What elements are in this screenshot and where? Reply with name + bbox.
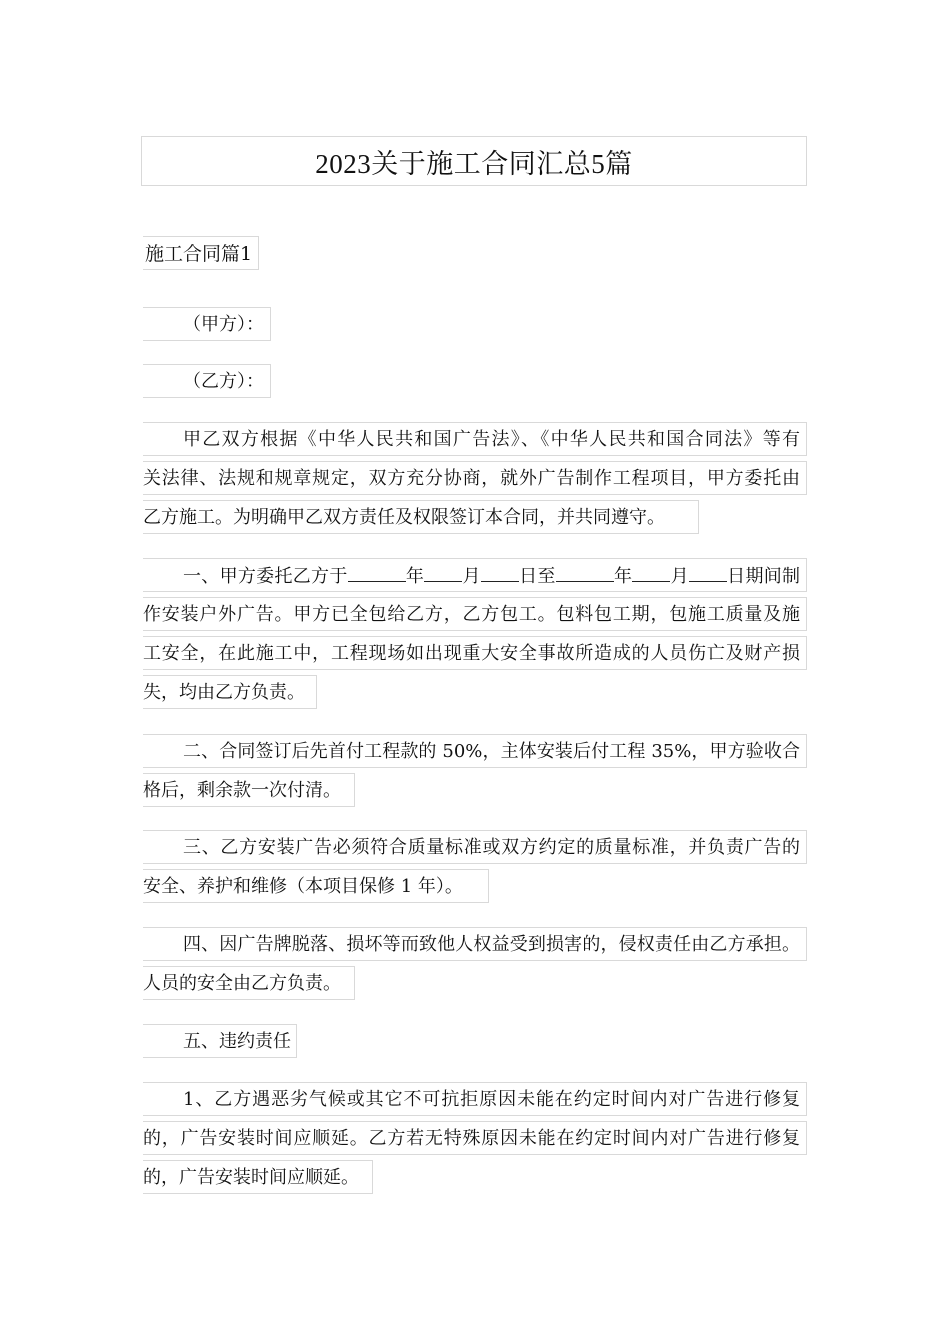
clause1-line-2: 作安装户外广告。甲方已全包给乙方，乙方包工。包料包工期，包施工质量及施: [143, 597, 807, 631]
blank-year-end: [556, 559, 614, 582]
blank-month-end: [632, 559, 670, 582]
clause4-line-1: 四、因广告牌脱落、损坏等而致他人权益受到损害的，侵权责任由乙方承担。: [143, 927, 807, 961]
intro-line-3: 乙方施工。为明确甲乙双方责任及权限签订本合同，并共同遵守。: [143, 500, 699, 534]
blank-month-start: [424, 559, 462, 582]
clause4-line-2: 人员的安全由乙方负责。: [143, 966, 355, 1000]
blank-day-start: [481, 559, 519, 582]
clause1-line-3: 工安全，在此施工中，工程现场如出现重大安全事故所造成的人员伤亡及财产损: [143, 636, 807, 670]
clause3-line-2: 安全、养护和维修（本项目保修 1 年）。: [143, 869, 489, 903]
blank-day-end: [689, 559, 727, 582]
intro-line-2: 关法律、法规和规章规定，双方充分协商，就外广告制作工程项目，甲方委托由: [143, 461, 807, 495]
clause5-heading: 五、违约责任: [143, 1024, 297, 1058]
clause5-item1-line-3: 的，广告安装时间应顺延。: [143, 1160, 373, 1194]
intro-line-1: 甲乙双方根据《中华人民共和国广告法》、《中华人民共和国合同法》等有: [143, 422, 807, 456]
title-box: [141, 136, 807, 186]
party-b-label: （乙方）：: [143, 364, 271, 398]
clause1-month: 月: [462, 566, 481, 587]
clause1-year: 年: [405, 566, 425, 587]
blank-year-start: [348, 559, 406, 582]
clause1-month-2: 月: [670, 566, 689, 587]
clause5-item1-line-2: 的，广告安装时间应顺延。乙方若无特殊原因未能在约定时间内对广告进行修复: [143, 1121, 807, 1155]
clause1-year-2: 年: [613, 566, 633, 587]
clause2-line-2: 格后，剩余款一次付清。: [143, 773, 355, 807]
document-title: 2023关于施工合同汇总5篇: [315, 148, 633, 179]
clause1-text-start: 一、甲方委托乙方于: [183, 566, 348, 587]
clause1-line-1: [143, 558, 807, 592]
party-a-label: （甲方）：: [143, 307, 271, 341]
clause2-line-1: 二、合同签订后先首付工程款的 50%，主体安装后付工程 35%，甲方验收合: [143, 734, 807, 768]
clause5-item1-line-1: 1、乙方遇恶劣气候或其它不可抗拒原因未能在约定时间内对广告进行修复: [143, 1082, 807, 1116]
clause1-text-end: 日期间制: [726, 566, 801, 587]
clause1-line-4: 失，均由乙方负责。: [143, 675, 317, 709]
clause3-line-1: 三、乙方安装广告必须符合质量标准或双方约定的质量标准，并负责广告的: [143, 830, 807, 864]
section-heading: 施工合同篇1: [143, 236, 259, 270]
clause1-day-to: 日至: [518, 566, 556, 587]
